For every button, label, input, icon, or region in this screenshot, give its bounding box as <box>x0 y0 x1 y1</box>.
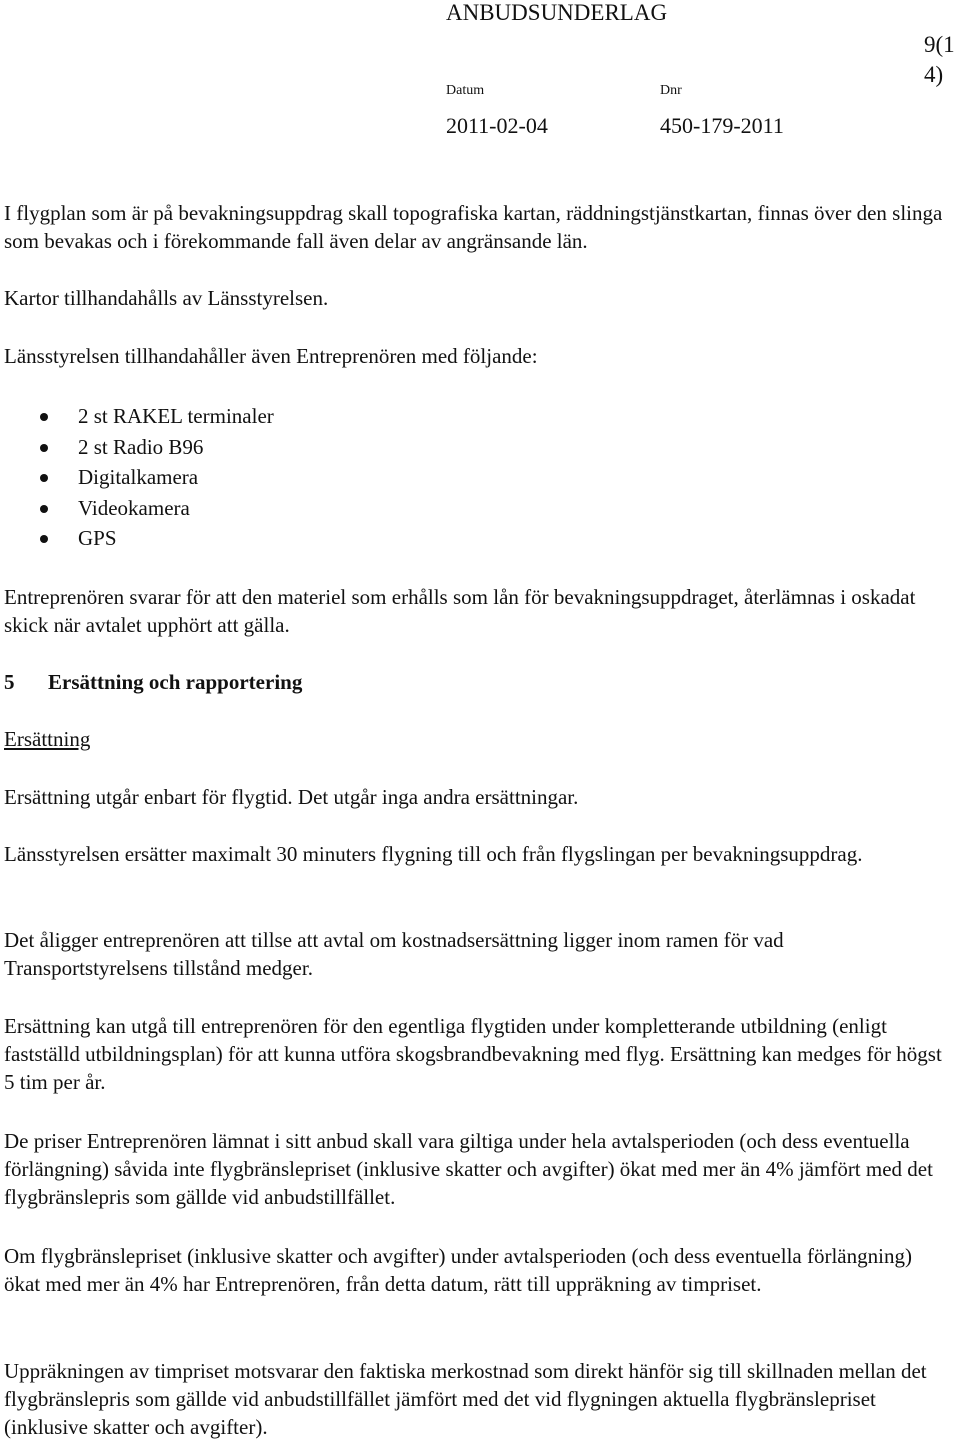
paragraph-price-adjustment: Uppräkningen av timpriset motsvarar den faktiska merkostnad som direkt hänför sig till skillnaden mellan det flygbränslepris som gällde vid anbudstillfället jämfört med det vid flygningen aktuella flygbränslepriset (inklusive skatter och avgifter). <box>4 1359 927 1439</box>
bullet-icon <box>40 505 48 513</box>
dnr-value: 450-179-2011 <box>660 113 784 138</box>
bullet-icon <box>40 474 48 482</box>
paragraph-compensation-max: Länsstyrelsen ersätter maximalt 30 minuters flygning till och från flygslingan per bevakningsuppdrag. <box>4 842 863 866</box>
equipment-list <box>40 402 274 555</box>
section-number: 5 <box>4 670 15 694</box>
paragraph-compensation-flight-time: Ersättning utgår enbart för flygtid. Det utgår inga andra ersättningar. <box>4 785 579 809</box>
subheading: Ersättning <box>4 727 91 751</box>
document-type-title: ANBUDSUNDERLAG <box>446 0 668 25</box>
section-title: Ersättning och rapportering <box>48 670 303 694</box>
paragraph-training: Ersättning kan utgå till entreprenören för den egentliga flygtiden under kompletterande utbildning (enligt fastställd utbildningsplan) för att kunna utföra skogsbrandbevakning med flyg. Ersättning kan medges för högst 5 tim per år. <box>4 1014 942 1094</box>
paragraph-prices: De priser Entreprenören lämnat i sitt anbud skall vara giltiga under hela avtalsperioden (och dess eventuella förlängning) såvida inte flygbränslepriset (inklusive skatter och avgifter) ökat med mer än 4% jämfört med det flygbränslepris som gällde vid anbudstillfället. <box>4 1129 933 1209</box>
list-item: 2 st Radio B96 <box>40 433 274 464</box>
date-value: 2011-02-04 <box>446 113 548 138</box>
paragraph-equipment-intro: Länsstyrelsen tillhandahåller även Entreprenören med följande: <box>4 344 538 368</box>
paragraph-equipment-return: Entreprenören svarar för att den materiel som erhålls som lån för bevakningsuppdraget, återlämnas i oskadat skick när avtalet upphört att gälla. <box>4 585 916 637</box>
list-item: Videokamera <box>40 494 274 525</box>
section-heading <box>4 668 944 696</box>
paragraph-maps: I flygplan som är på bevakningsuppdrag skall topografiska kartan, räddningstjänstkartan, finnas över den slinga som bevakas och i förekommande fall även delar av angränsande län. <box>4 201 943 253</box>
list-item: Digitalkamera <box>40 463 274 494</box>
paragraph-maps-provider: Kartor tillhandahålls av Länsstyrelsen. <box>4 286 329 310</box>
bullet-icon <box>40 535 48 543</box>
date-label: Datum <box>446 83 485 98</box>
dnr-label: Dnr <box>660 83 682 98</box>
bullet-icon <box>40 413 48 421</box>
bullet-icon <box>40 444 48 452</box>
page-number: 9(1 4) <box>924 32 955 87</box>
paragraph-agreement: Det åligger entreprenören att tillse att avtal om kostnadsersättning ligger inom ramen för vad Transportstyrelsens tillstånd medger. <box>4 928 784 980</box>
list-item: 2 st RAKEL terminaler <box>40 402 274 433</box>
paragraph-fuel-increase: Om flygbränslepriset (inklusive skatter och avgifter) under avtalsperioden (och dess eventuella förlängning) ökat med mer än 4% har Entreprenören, från detta datum, rätt till uppräkning av timpriset. <box>4 1244 912 1296</box>
list-item: GPS <box>40 524 274 555</box>
